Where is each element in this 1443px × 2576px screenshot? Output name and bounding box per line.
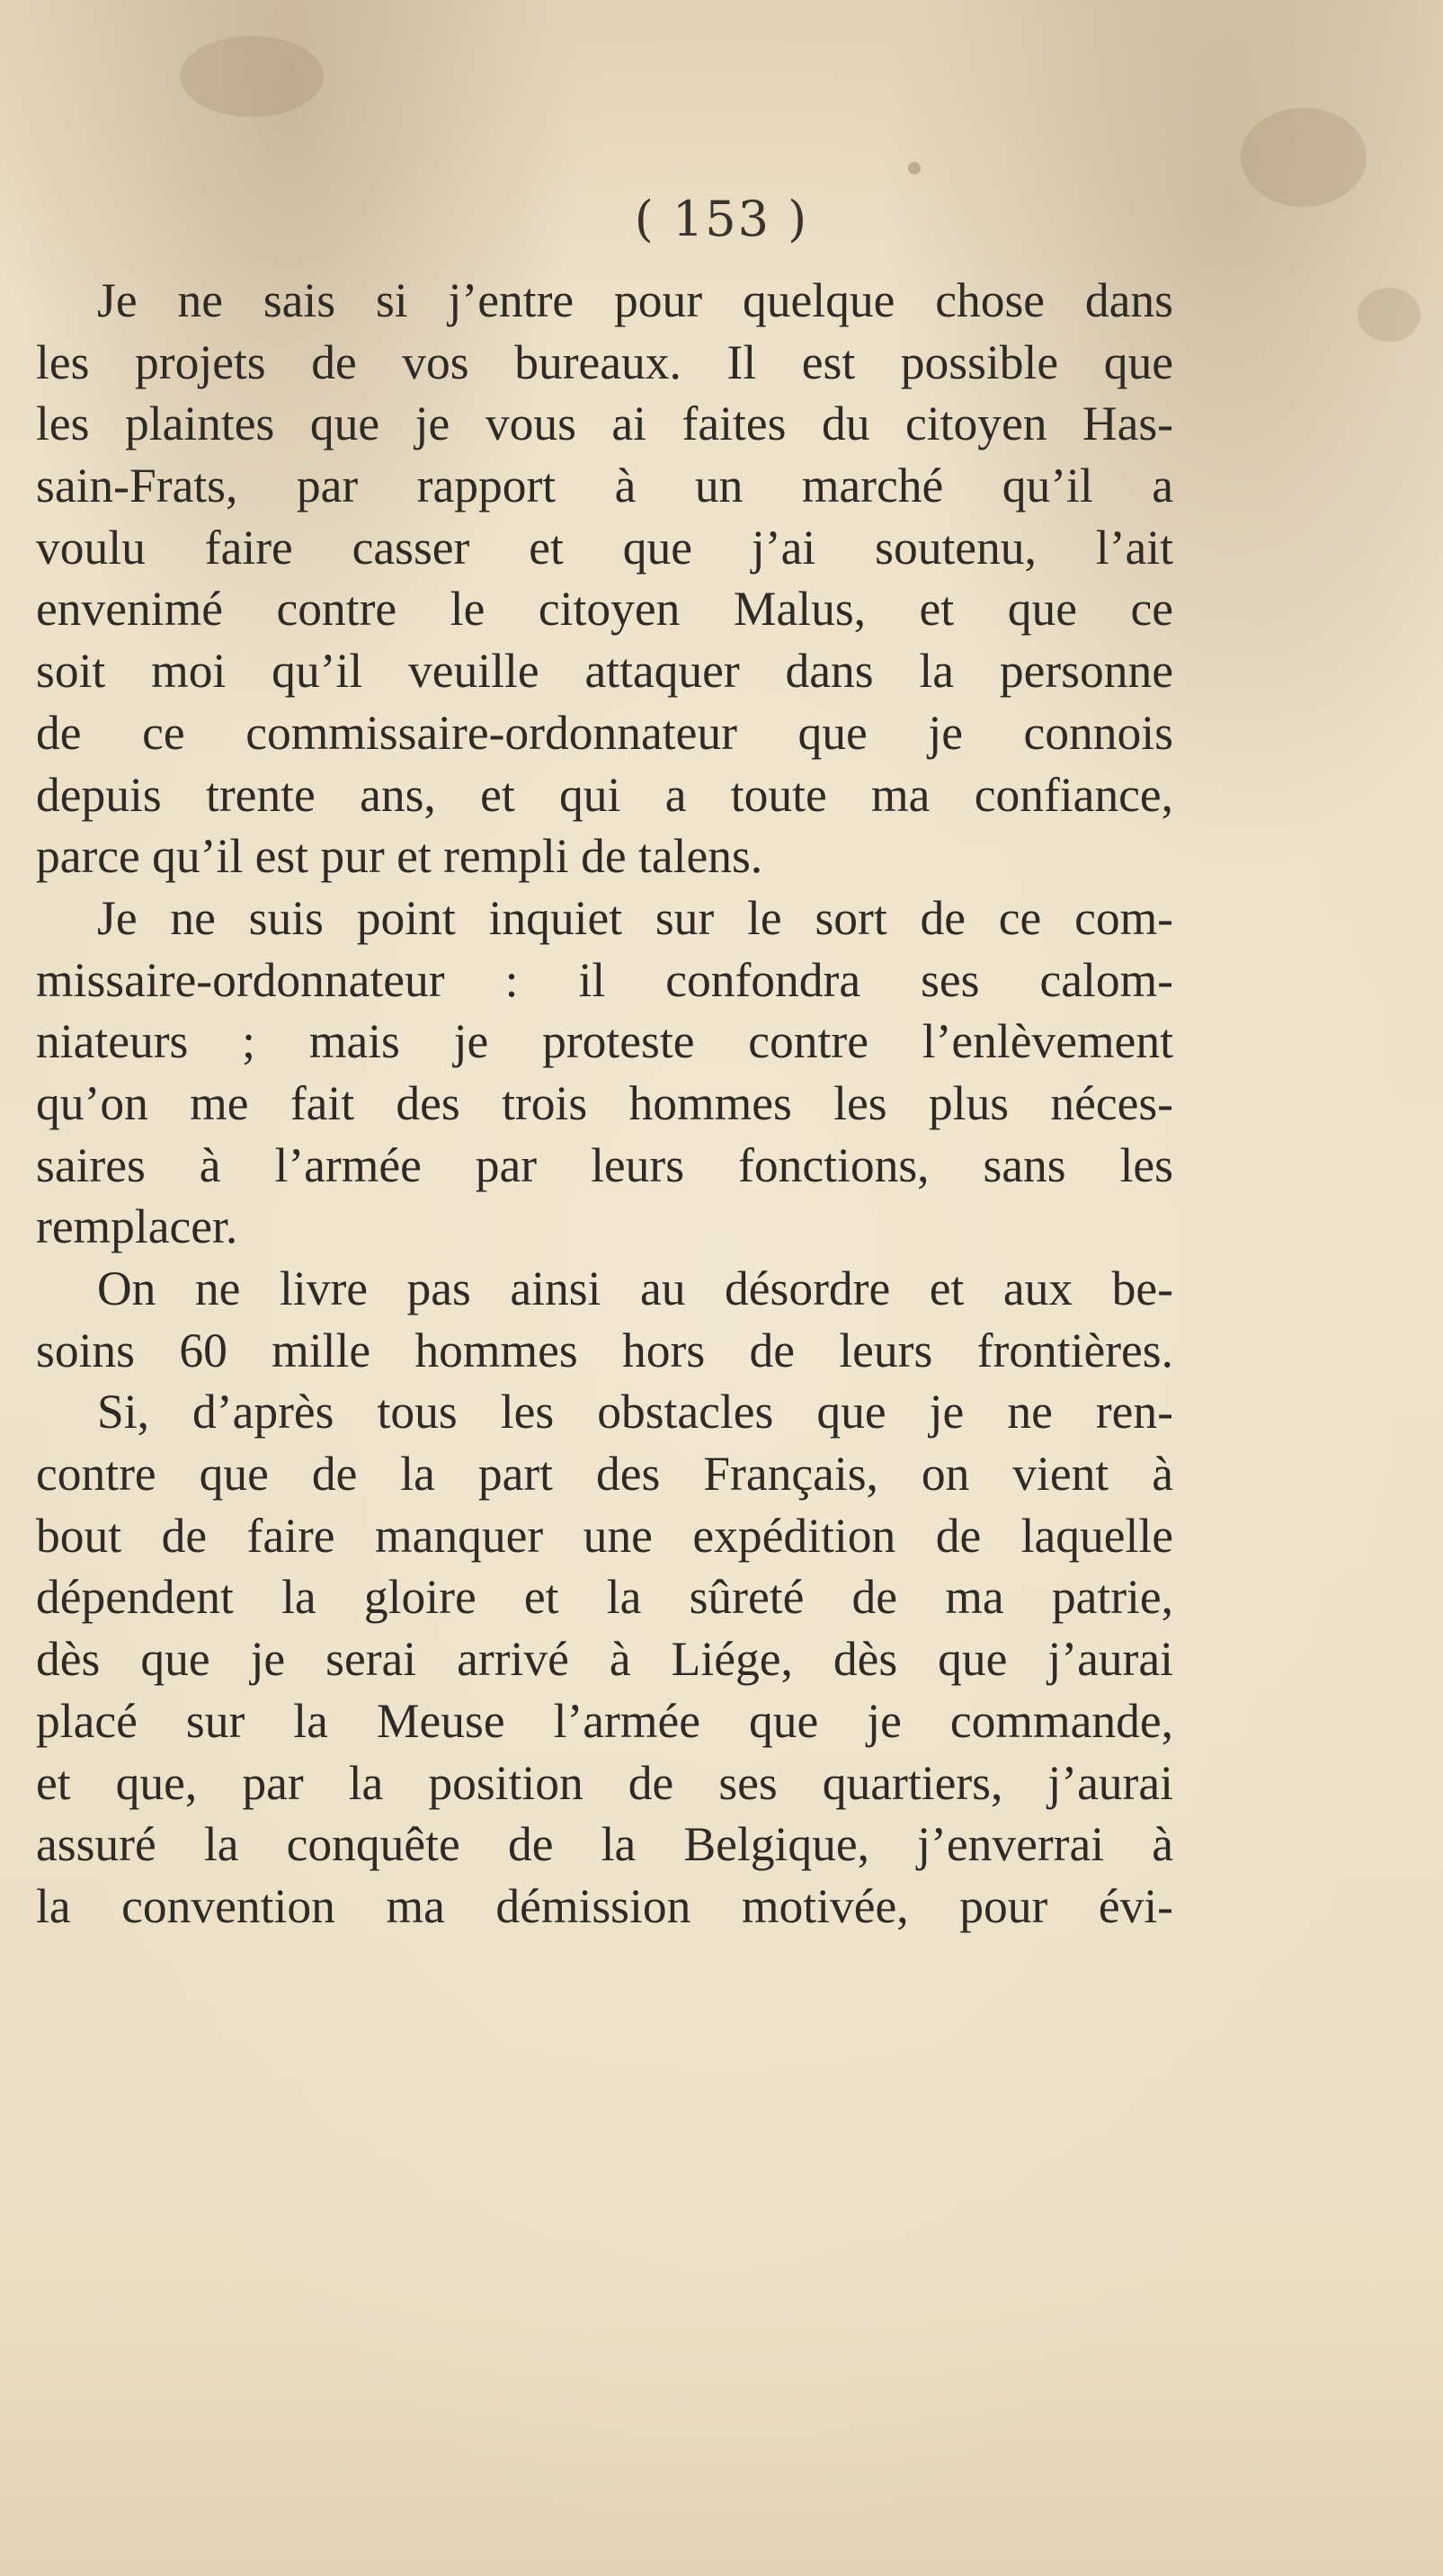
text-line: placé sur la Meuse l’armée que je commande, — [36, 1693, 1173, 1748]
text-line: qu’on me fait des trois hommes les plus néces- — [36, 1075, 1173, 1130]
text-line: bout de faire manquer une expédition de laquelle — [36, 1508, 1173, 1563]
body-text — [36, 270, 1173, 1938]
foxing-stain — [908, 162, 921, 174]
text-line: soit moi qu’il veuille attaquer dans la personne — [36, 644, 1173, 699]
text-line: soins 60 mille hommes hors de leurs frontières. — [36, 1323, 1173, 1377]
text-line: On ne livre pas ainsi au désordre et aux be- — [97, 1261, 1173, 1315]
text-line: assuré la conquête de la Belgique, j’enverrai à — [36, 1817, 1173, 1872]
text-line: les projets de vos bureaux. Il est possible que — [36, 334, 1173, 389]
text-line: depuis trente ans, et qui a toute ma confiance, — [36, 767, 1173, 822]
text-line: et que, par la position de ses quartiers, j’aurai — [36, 1755, 1173, 1810]
text-line: dépendent la gloire et la sûreté de ma patrie, — [36, 1570, 1173, 1625]
text-line: saires à l’armée par leurs fonctions, sans les — [36, 1137, 1173, 1192]
foxing-stain — [180, 36, 324, 117]
text-line: de ce commissaire-ordonnateur que je connois — [36, 705, 1173, 760]
text-line: voulu faire casser et que j’ai soutenu, l’ait — [36, 520, 1173, 575]
text-line: remplacer. — [36, 1199, 238, 1254]
text-line: Je ne suis point inquiet sur le sort de ce com- — [97, 890, 1173, 945]
text-line: la convention ma démission motivée, pour évi- — [36, 1878, 1173, 1933]
text-line: envenimé contre le citoyen Malus, et que ce — [36, 582, 1173, 637]
text-line: niateurs ; mais je proteste contre l’enlèvement — [36, 1014, 1173, 1069]
text-line: sain-Frats, par rapport à un marché qu’il a — [36, 459, 1173, 513]
text-line: Si, d’après tous les obstacles que je ne ren- — [97, 1385, 1173, 1440]
text-line: contre que de la part des Français, on vient à — [36, 1447, 1173, 1502]
text-line: dès que je serai arrivé à Liége, dès que j’aurai — [36, 1632, 1173, 1687]
foxing-stain — [1358, 288, 1421, 342]
text-line: missaire-ordonnateur : il confondra ses calom- — [36, 952, 1173, 1007]
text-line: Je ne sais si j’entre pour quelque chose dans — [97, 273, 1173, 327]
text-line: parce qu’il est pur et rempli de talens. — [36, 829, 763, 884]
text-line: les plaintes que je vous ai faites du citoyen Has- — [36, 397, 1173, 451]
page-number: ( 153 ) — [634, 191, 809, 247]
